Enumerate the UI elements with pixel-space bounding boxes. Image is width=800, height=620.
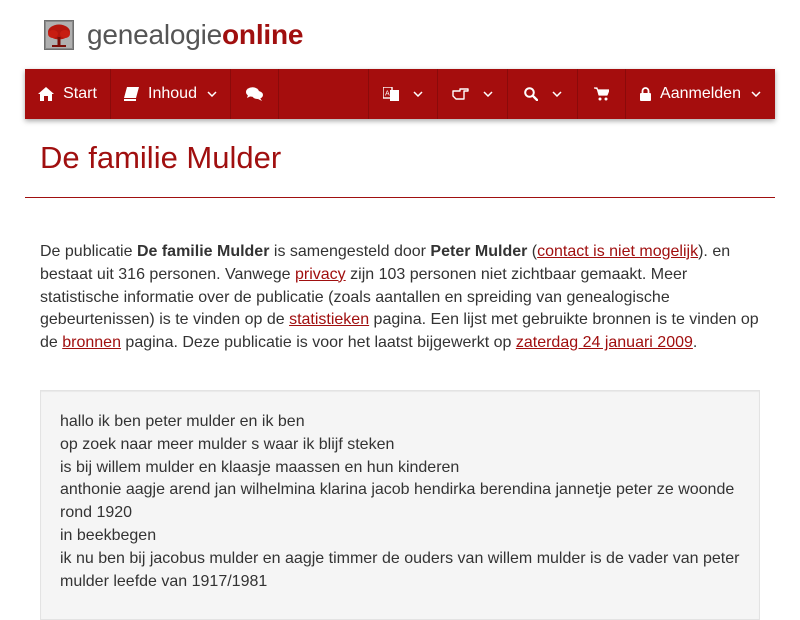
intro-text: pagina. Een lijst met gebruikte bronnen is te vinden op de xyxy=(40,311,759,352)
nav-actions[interactable] xyxy=(438,69,508,119)
privacy-link[interactable]: privacy xyxy=(295,265,346,283)
contact-link[interactable]: contact is niet mogelijk xyxy=(537,243,699,260)
hand-pointer-icon xyxy=(452,88,469,100)
nav-language[interactable] xyxy=(368,69,438,119)
intro-text: is samengesteld door xyxy=(269,243,431,260)
logo-text xyxy=(87,19,303,51)
shopping-cart-icon xyxy=(594,87,609,101)
intro-text: De publicatie xyxy=(40,243,137,260)
chevron-down-icon xyxy=(207,91,217,97)
nav-forum[interactable] xyxy=(231,69,279,119)
chevron-down-icon xyxy=(552,91,562,97)
comments-icon xyxy=(246,87,263,101)
last-updated-link[interactable]: zaterdag 24 januari 2009 xyxy=(515,334,693,352)
svg-text:A: A xyxy=(385,90,390,98)
page-title: De familie Mulder xyxy=(40,140,282,175)
intro-text: ). en bestaat uit 316 personen. Vanwege xyxy=(40,243,731,283)
tree-logo-icon xyxy=(44,20,74,50)
intro-text: zijn 103 personen niet zichtbaar gemaakt. Meer statistische informatie over de publicatie (zoals aantallen en spreiding van genealogische gebeurtenissen) is te vinden op de xyxy=(40,265,688,329)
statistics-link[interactable]: statistieken xyxy=(289,311,370,329)
nav-login-label: Aanmelden xyxy=(660,85,741,102)
nav-search[interactable] xyxy=(508,69,578,119)
language-icon xyxy=(383,87,399,101)
intro-text: . xyxy=(692,334,698,352)
description-line: in beekbegen xyxy=(60,526,157,544)
intro-text: ( xyxy=(527,243,538,260)
sources-link[interactable]: bronnen xyxy=(62,334,121,352)
site-logo[interactable] xyxy=(44,17,303,53)
publication-name: De familie Mulder xyxy=(136,243,270,260)
search-icon xyxy=(524,87,538,101)
chevron-down-icon xyxy=(483,91,493,97)
intro-text: pagina. Deze publicatie is voor het laatst bijgewerkt op xyxy=(120,334,516,352)
publication-description xyxy=(40,390,760,620)
description-line: ik nu ben bij jacobus mulder en aagje timmer de ouders van willem mulder is de vader van peter mulder leefde van 1917/1981 xyxy=(60,549,740,590)
description-line: hallo ik ben peter mulder en ik ben xyxy=(60,413,305,430)
nav-shop[interactable] xyxy=(578,69,626,119)
logo-text-online: online xyxy=(222,19,304,50)
chevron-down-icon xyxy=(751,91,761,97)
lock-icon xyxy=(640,87,651,101)
nav-start[interactable] xyxy=(25,69,111,119)
nav-start-label: Start xyxy=(63,85,97,102)
logo-text-genealogie: genealogie xyxy=(87,19,223,50)
nav-inhoud[interactable] xyxy=(111,69,231,119)
book-icon xyxy=(124,87,139,101)
publication-intro xyxy=(40,241,762,355)
author-name: Peter Mulder xyxy=(430,243,528,260)
main-navbar xyxy=(25,69,775,119)
chevron-down-icon xyxy=(413,91,423,97)
nav-login[interactable] xyxy=(626,69,775,119)
home-icon xyxy=(38,87,54,101)
description-line: is bij willem mulder en klaasje maassen en hun kinderen xyxy=(60,458,460,476)
description-line: anthonie aagje arend jan wilhelmina klarina jacob hendirka berendina jannetje peter ze woonde rond 1920 xyxy=(60,481,735,522)
title-divider xyxy=(25,197,775,198)
description-line: op zoek naar meer mulder s waar ik blijf steken xyxy=(60,435,395,453)
nav-inhoud-label: Inhoud xyxy=(148,85,197,102)
